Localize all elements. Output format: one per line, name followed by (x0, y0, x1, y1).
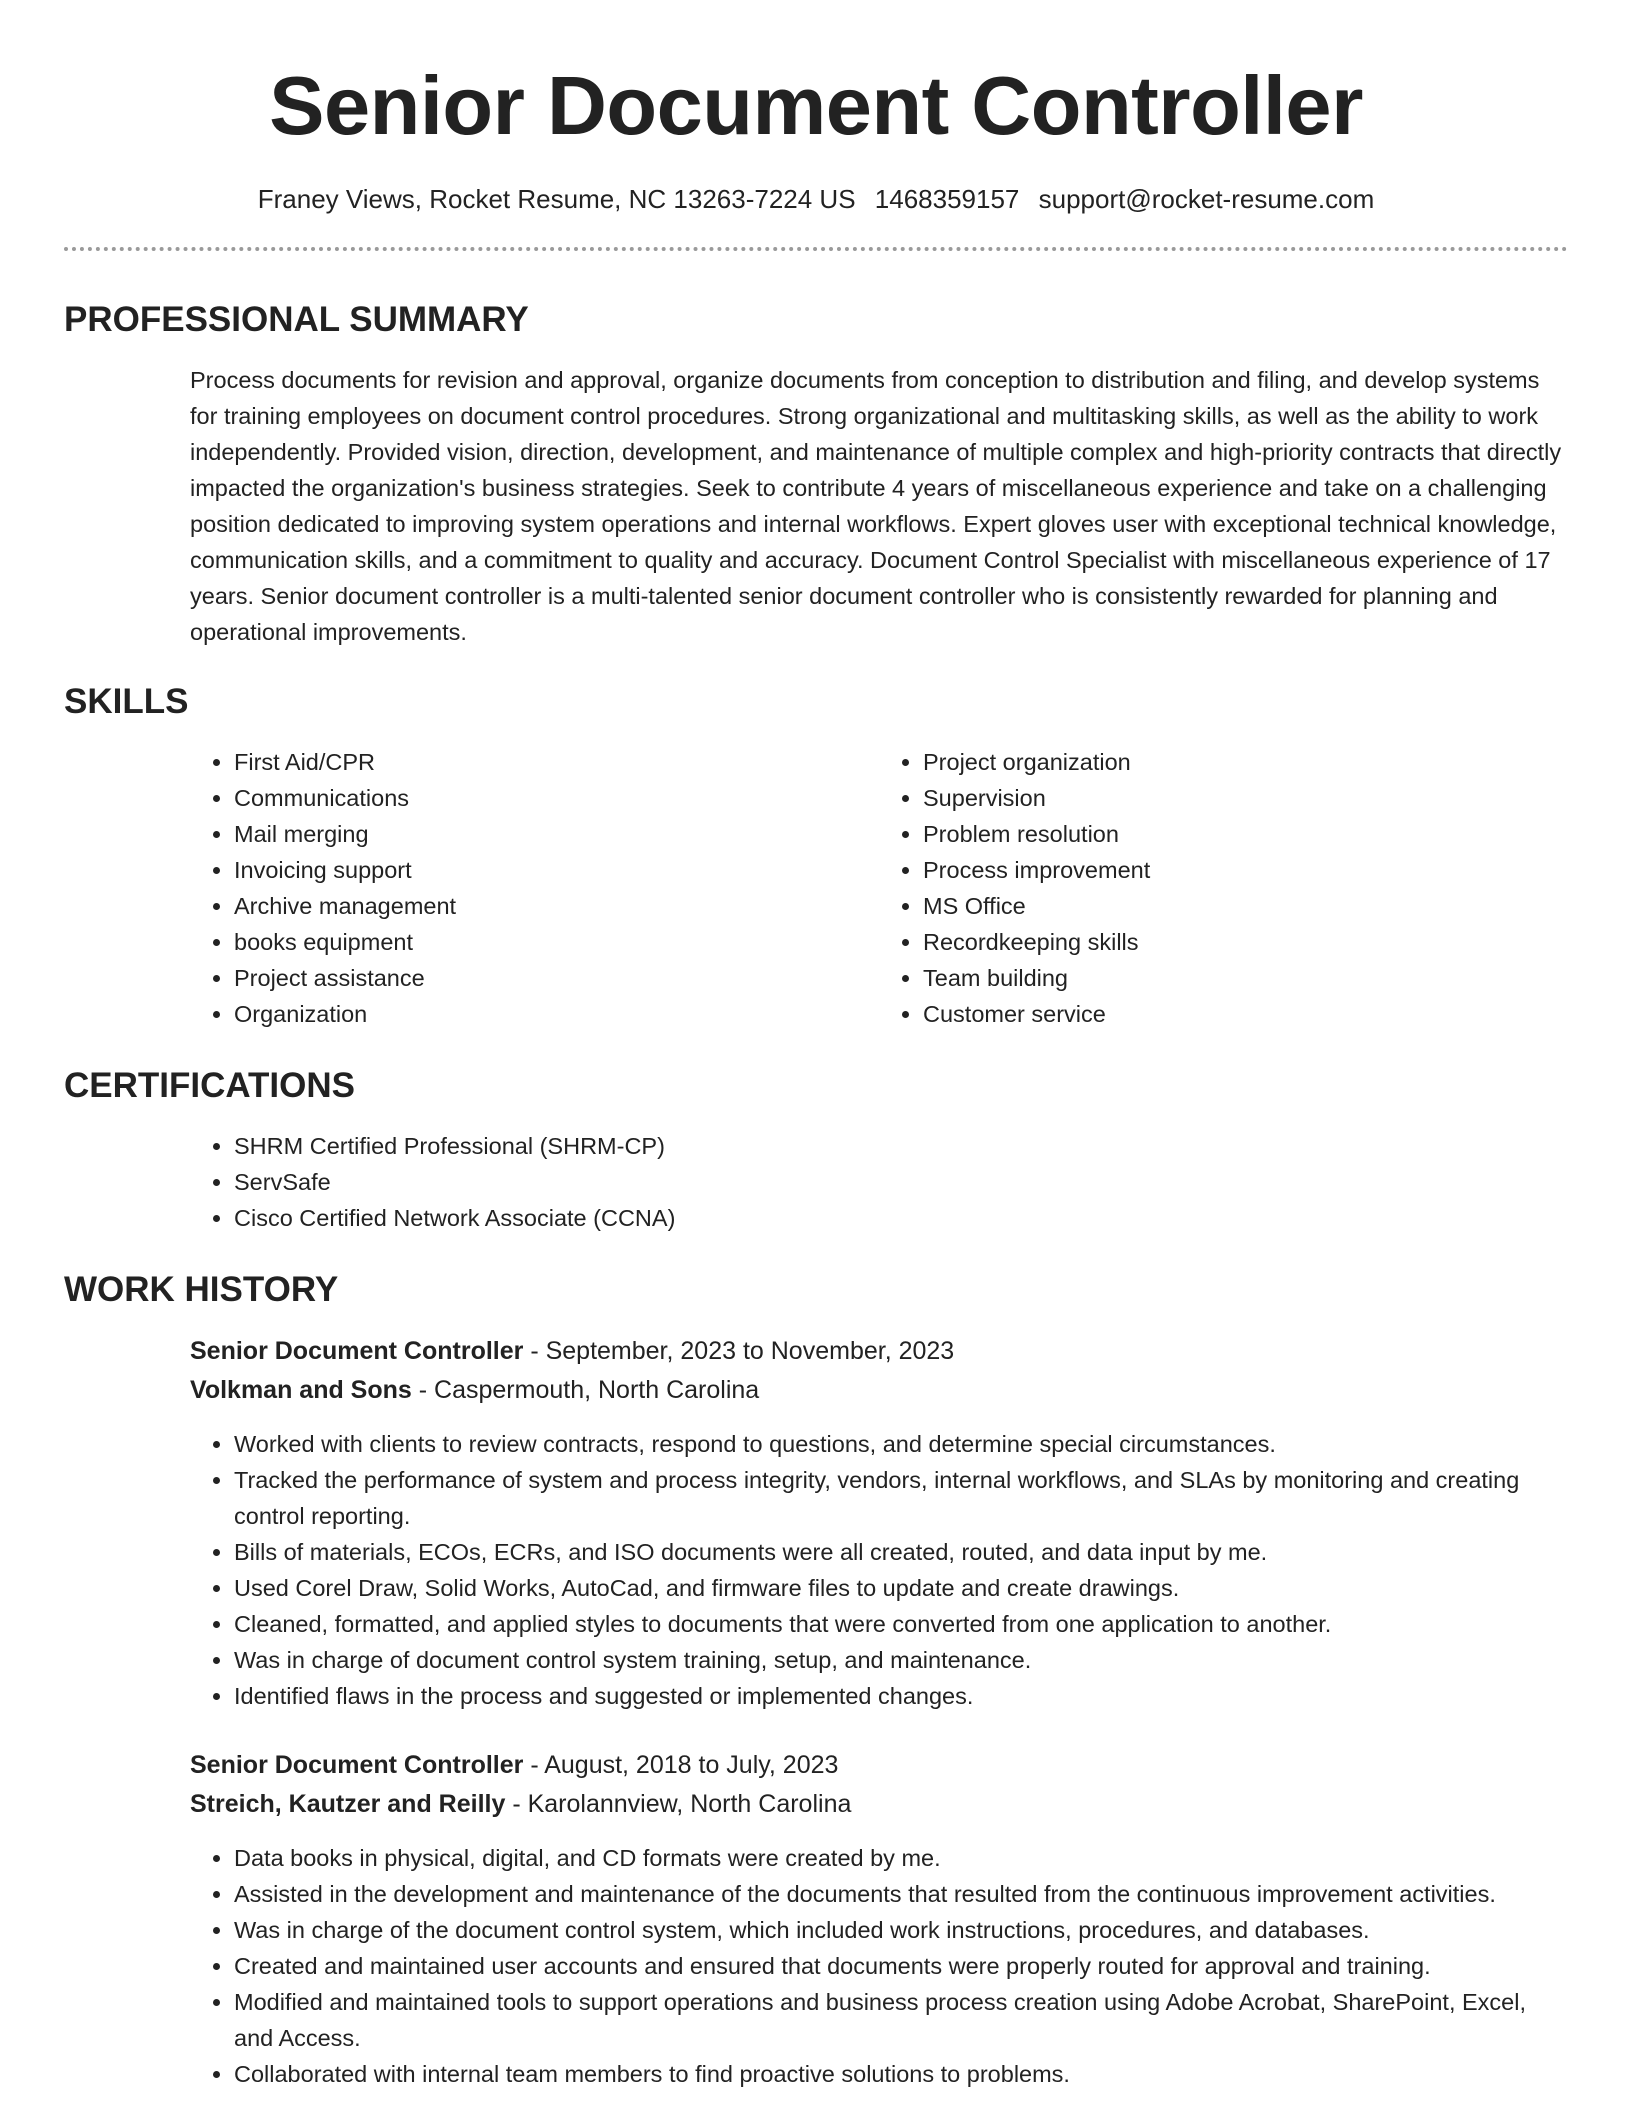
skill-item: • Recordkeeping skills (923, 924, 1568, 960)
skill-item: • books equipment (234, 924, 879, 960)
job-bullet: • Cleaned, formatted, and applied styles to documents that were converted from one application to another. (234, 1606, 1568, 1642)
skills-list-right (879, 744, 1568, 1032)
contact-phone: 1468359157 (874, 184, 1020, 214)
skill-item: • Mail merging (234, 816, 879, 852)
skill-item: • Organization (234, 996, 879, 1032)
job-bullet: • Was in charge of the document control system, which included work instructions, procedures, and databases. (234, 1912, 1568, 1948)
certifications-heading: CERTIFICATIONS (64, 1066, 356, 1105)
job-bullet: • Modified and maintained tools to support operations and business process creation using Adobe Acrobat, SharePoint, Excel, and Access. (234, 1984, 1568, 2056)
skill-item: • Supervision (923, 780, 1568, 816)
job-company: Volkman and Sons (190, 1376, 412, 1404)
job-bullet: • Was in charge of document control system training, setup, and maintenance. (234, 1642, 1568, 1678)
job-bullet: • Collaborated with internal team members to find proactive solutions to problems. (234, 2056, 1568, 2092)
skill-item: • Process improvement (923, 852, 1568, 888)
skills-heading: SKILLS (64, 682, 189, 721)
job-bullet: • Used Corel Draw, Solid Works, AutoCad, and firmware files to update and create drawings. (234, 1570, 1568, 1606)
certification-item: • Cisco Certified Network Associate (CCNA) (234, 1200, 1568, 1236)
skill-item: • Project assistance (234, 960, 879, 996)
job-location: - Karolannview, North Carolina (505, 1790, 852, 1818)
job-company-line (190, 1371, 1568, 1410)
header-divider (64, 247, 1568, 251)
job-role: Senior Document Controller (190, 1337, 524, 1365)
certification-item: • ServSafe (234, 1164, 1568, 1200)
job-bullets (190, 1426, 1568, 1714)
skill-item: • Problem resolution (923, 816, 1568, 852)
job-location: - Caspermouth, North Carolina (411, 1376, 760, 1404)
job-bullet: • Tracked the performance of system and process integrity, vendors, internal workflows, and SLAs by monitoring and creating control reporting. (234, 1462, 1568, 1534)
skills-list-left (190, 744, 879, 1032)
job-title-line (190, 1746, 1568, 1785)
skills-section (64, 680, 1568, 1032)
skill-item: • MS Office (923, 888, 1568, 924)
skill-item: • Communications (234, 780, 879, 816)
job-dates: - August, 2018 to July, 2023 (523, 1751, 839, 1779)
job-role: Senior Document Controller (190, 1751, 524, 1779)
job-entry (190, 1332, 1568, 1714)
job-company: Streich, Kautzer and Reilly (190, 1790, 506, 1818)
summary-section (64, 298, 1568, 650)
summary-text: Process documents for revision and approval, organize documents from conception to distribution and filing, and develop systems for training employees on document control procedures. Strong organizational and multitasking skills, as well as the ability to work independently. Provided vision, direction, development, and maintenance of multiple complex and high-priority contracts that directly impacted the organization's business strategies. Seek to contribute 4 years of miscellaneous experience and take on a challenging position dedicated to improving system operations and internal workflows. Expert gloves user with exceptional technical knowledge, communication skills, and a commitment to quality and accuracy. Document Control Specialist with miscellaneous experience of 17 years. Senior document controller is a multi-talented senior document controller who is consistently rewarded for planning and operational improvements. (190, 367, 1562, 645)
job-bullet: • Identified flaws in the process and suggested or implemented changes. (234, 1678, 1568, 1714)
skill-item: • Project organization (923, 744, 1568, 780)
resume-page (64, 0, 1568, 2087)
job-bullet: • Created and maintained user accounts and ensured that documents were properly routed for approval and training. (234, 1948, 1568, 1984)
job-bullet: • Data books in physical, digital, and CD formats were created by me. (234, 1840, 1568, 1876)
job-bullet: • Worked with clients to review contracts, respond to questions, and determine special circumstances. (234, 1426, 1568, 1462)
job-bullet: • Bills of materials, ECOs, ECRs, and ISO documents were all created, routed, and data input by me. (234, 1534, 1568, 1570)
job-dates: - September, 2023 to November, 2023 (523, 1337, 955, 1365)
job-bullet: • Assisted in the development and maintenance of the documents that resulted from the continuous improvement activities. (234, 1876, 1568, 1912)
skill-item: • Archive management (234, 888, 879, 924)
skills-grid (190, 744, 1568, 1032)
candidate-name: Senior Document Controller (269, 59, 1363, 152)
contact-email: support@rocket-resume.com (1038, 184, 1375, 214)
skill-item: • Customer service (923, 996, 1568, 1032)
certification-item: • SHRM Certified Professional (SHRM-CP) (234, 1128, 1568, 1164)
contact-line (64, 182, 1568, 216)
contact-address: Franey Views, Rocket Resume, NC 13263-7224 US (257, 184, 856, 214)
job-bullets (190, 1840, 1568, 2092)
job-title-line (190, 1332, 1568, 1371)
skill-item: • First Aid/CPR (234, 744, 879, 780)
resume-header (64, 58, 1568, 251)
certifications-list (190, 1128, 1568, 1236)
certifications-section (64, 1064, 1568, 1236)
summary-heading: PROFESSIONAL SUMMARY (64, 300, 529, 339)
skill-item: • Invoicing support (234, 852, 879, 888)
job-entry (190, 1746, 1568, 2092)
skill-item: • Team building (923, 960, 1568, 996)
work-history-heading: WORK HISTORY (64, 1270, 339, 1309)
job-company-line (190, 1785, 1568, 1824)
work-history-section (64, 1268, 1568, 2092)
